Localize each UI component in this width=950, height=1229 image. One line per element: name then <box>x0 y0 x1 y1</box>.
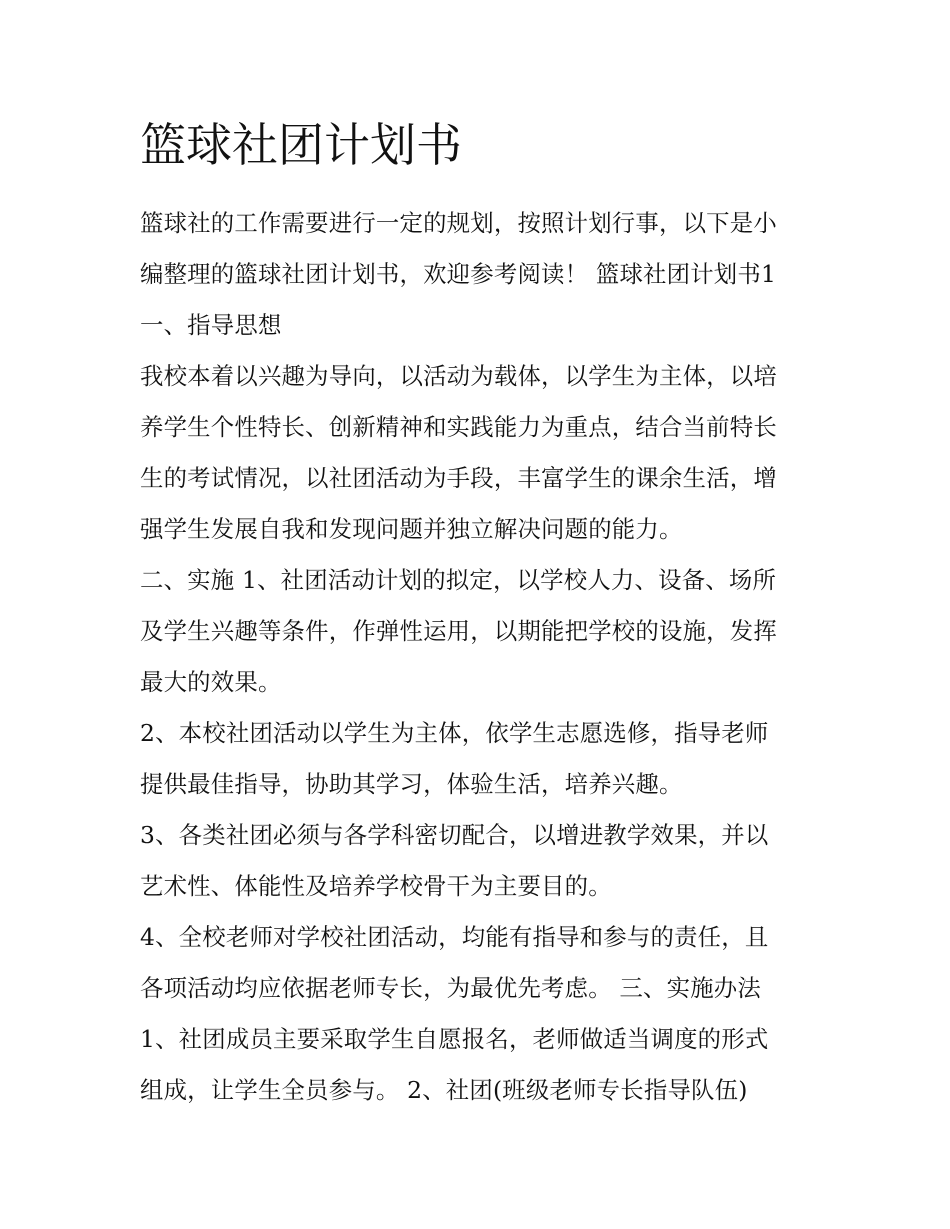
text-line: 强学生发展自我和发现问题并独立解决问题的能力。 <box>140 515 683 543</box>
text-line: 艺术性、体能性及培养学校骨干为主要目的。 <box>140 872 612 900</box>
text-line: 各项活动均应依据老师专长，为最优先考虑。 三、实施办法 <box>140 974 761 1002</box>
text-line: 二、实施 1、社团活动计划的拟定，以学校人力、设备、场所 <box>140 566 777 594</box>
text-line: 提供最佳指导，协助其学习，体验生活，培养兴趣。 <box>140 770 683 798</box>
text-line: 我校本着以兴趣为导向，以活动为载体，以学生为主体，以培 <box>140 362 777 390</box>
text-line: 及学生兴趣等条件，作弹性运用，以期能把学校的设施，发挥 <box>140 617 777 645</box>
document-body <box>140 198 820 1116</box>
section-heading: 一、指导思想 <box>140 311 282 339</box>
text-line: 4、全校老师对学校社团活动，均能有指导和参与的责任，且 <box>140 923 769 951</box>
text-line: 篮球社的工作需要进行一定的规划，按照计划行事，以下是小 <box>140 209 777 237</box>
text-line: 组成，让学生全员参与。 2、社团(班级老师专长指导队伍) <box>140 1076 748 1104</box>
text-line: 2、本校社团活动以学生为主体，依学生志愿选修，指导老师 <box>140 719 769 747</box>
text-line: 1、社团成员主要采取学生自愿报名，老师做适当调度的形式 <box>140 1025 769 1053</box>
text-line: 编整理的篮球社团计划书，欢迎参考阅读！ 篮球社团计划书1 <box>140 260 777 288</box>
document-title: 篮球社团计划书 <box>140 118 462 172</box>
text-line: 最大的效果。 <box>140 668 282 696</box>
text-line: 养学生个性特长、创新精神和实践能力为重点，结合当前特长 <box>140 413 777 441</box>
text-line: 生的考试情况，以社团活动为手段，丰富学生的课余生活，增 <box>140 464 777 492</box>
text-line: 3、各类社团必须与各学科密切配合，以增进教学效果，并以 <box>140 821 769 849</box>
